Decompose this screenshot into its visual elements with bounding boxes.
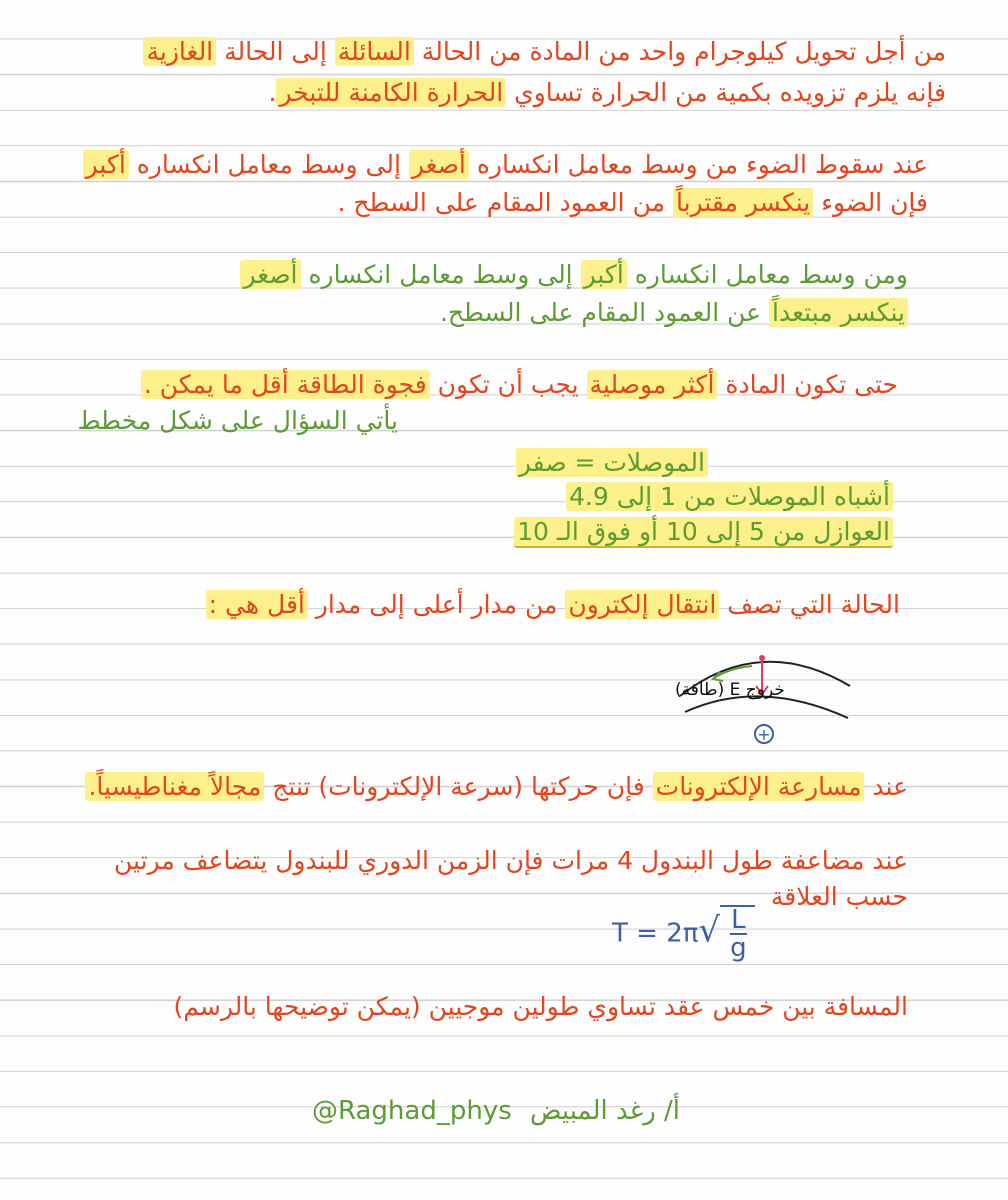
highlight-smaller: أصغر bbox=[409, 150, 469, 179]
electron-transition-line: الحالة التي تصف انتقال إلكترون من مدار أعلى إلى مدار أقل هي : bbox=[206, 588, 900, 622]
pendulum-line-1: عند مضاعفة طول البندول 4 مرات فإن الزمن الدوري للبندول يتضاعف مرتين bbox=[114, 846, 908, 875]
highlight-accelerating-electrons: مسارعة الإلكترونات bbox=[653, 772, 865, 801]
refraction-line-3: ومن وسط معامل انكساره أكبر إلى وسط معامل انكساره أصغر bbox=[240, 258, 908, 292]
highlight-latent-heat: الحرارة الكامنة للتبخر bbox=[276, 78, 506, 107]
insulators-line: العوازل من 5 إلى 10 أو فوق الـ 10 bbox=[514, 515, 893, 549]
author-name: أ/ رغد المبيض bbox=[530, 1096, 681, 1126]
refraction-line-2: فإن الضوء ينكسر مقترباً من العمود المقام على السطح . bbox=[337, 188, 928, 217]
highlight-larger-2: أكبر bbox=[581, 260, 627, 289]
author-handle: @Raghad_phys bbox=[312, 1096, 512, 1126]
latent-heat-line-1: من أجل تحويل كيلوجرام واحد من المادة من الحالة السائلة إلى الحالة الغازية bbox=[143, 35, 946, 69]
highlight-electron-transition: انتقال إلكترون bbox=[565, 590, 719, 619]
latent-heat-line-2: فإنه يلزم تزويده بكمية من الحرارة تساوي الحرارة الكامنة للتبخر. bbox=[268, 78, 946, 107]
refraction-line-4: ينكسر مبتعداً عن العمود المقام على السطح. bbox=[440, 296, 908, 330]
conductivity-line-2: يأتي السؤال على شكل مخطط bbox=[77, 406, 398, 435]
radical-sign: √ bbox=[698, 910, 721, 951]
conductivity-line-1: حتى تكون المادة أكثر موصلية يجب أن تكون فجوة الطاقة أقل ما يمكن . bbox=[141, 368, 898, 402]
magnetic-field-line: عند مسارعة الإلكترونات فإن حركتها (سرعة الإلكترونات) تنتج مجالاً مغناطيسياً. bbox=[85, 770, 908, 804]
highlight-bends-away: ينكسر مبتعداً bbox=[769, 298, 908, 327]
highlight-lower-orbit: أقل هي : bbox=[206, 590, 308, 619]
highlight-magnetic-field: مجالاً مغناطيسياً. bbox=[85, 772, 264, 801]
refraction-line-1: عند سقوط الضوء من وسط معامل انكساره أصغر إلى وسط معامل انكساره أكبر bbox=[83, 148, 928, 182]
highlight-more-conductive: أكثر موصلية bbox=[587, 370, 718, 399]
highlight-band-gap: فجوة الطاقة أقل ما يمكن . bbox=[141, 370, 430, 399]
highlight-larger: أكبر bbox=[83, 150, 129, 179]
semiconductors-line: أشباه الموصلات من 1 إلى 4.9 bbox=[566, 480, 893, 514]
highlight-bends-toward: ينكسر مقترباً bbox=[673, 188, 813, 217]
conductors-line: الموصلات = صفر bbox=[516, 446, 708, 480]
highlight-smaller-2: أصغر bbox=[240, 260, 300, 289]
orbit-diagram bbox=[530, 648, 870, 758]
nodes-line: المسافة بين خمس عقد تساوي طولين موجيين (يمكن توضيحها بالرسم) bbox=[173, 992, 908, 1021]
highlight-liquid: السائلة bbox=[335, 37, 414, 66]
highlight-gas: الغازية bbox=[143, 37, 216, 66]
energy-out-label: خروج E (طاقة) bbox=[675, 680, 785, 700]
pendulum-formula: $T = 2\pi√ \frac{L}{g}$ bbox=[612, 905, 755, 961]
pendulum-line-2: حسب العلاقة bbox=[770, 882, 908, 911]
nucleus-symbol: + bbox=[757, 725, 771, 744]
